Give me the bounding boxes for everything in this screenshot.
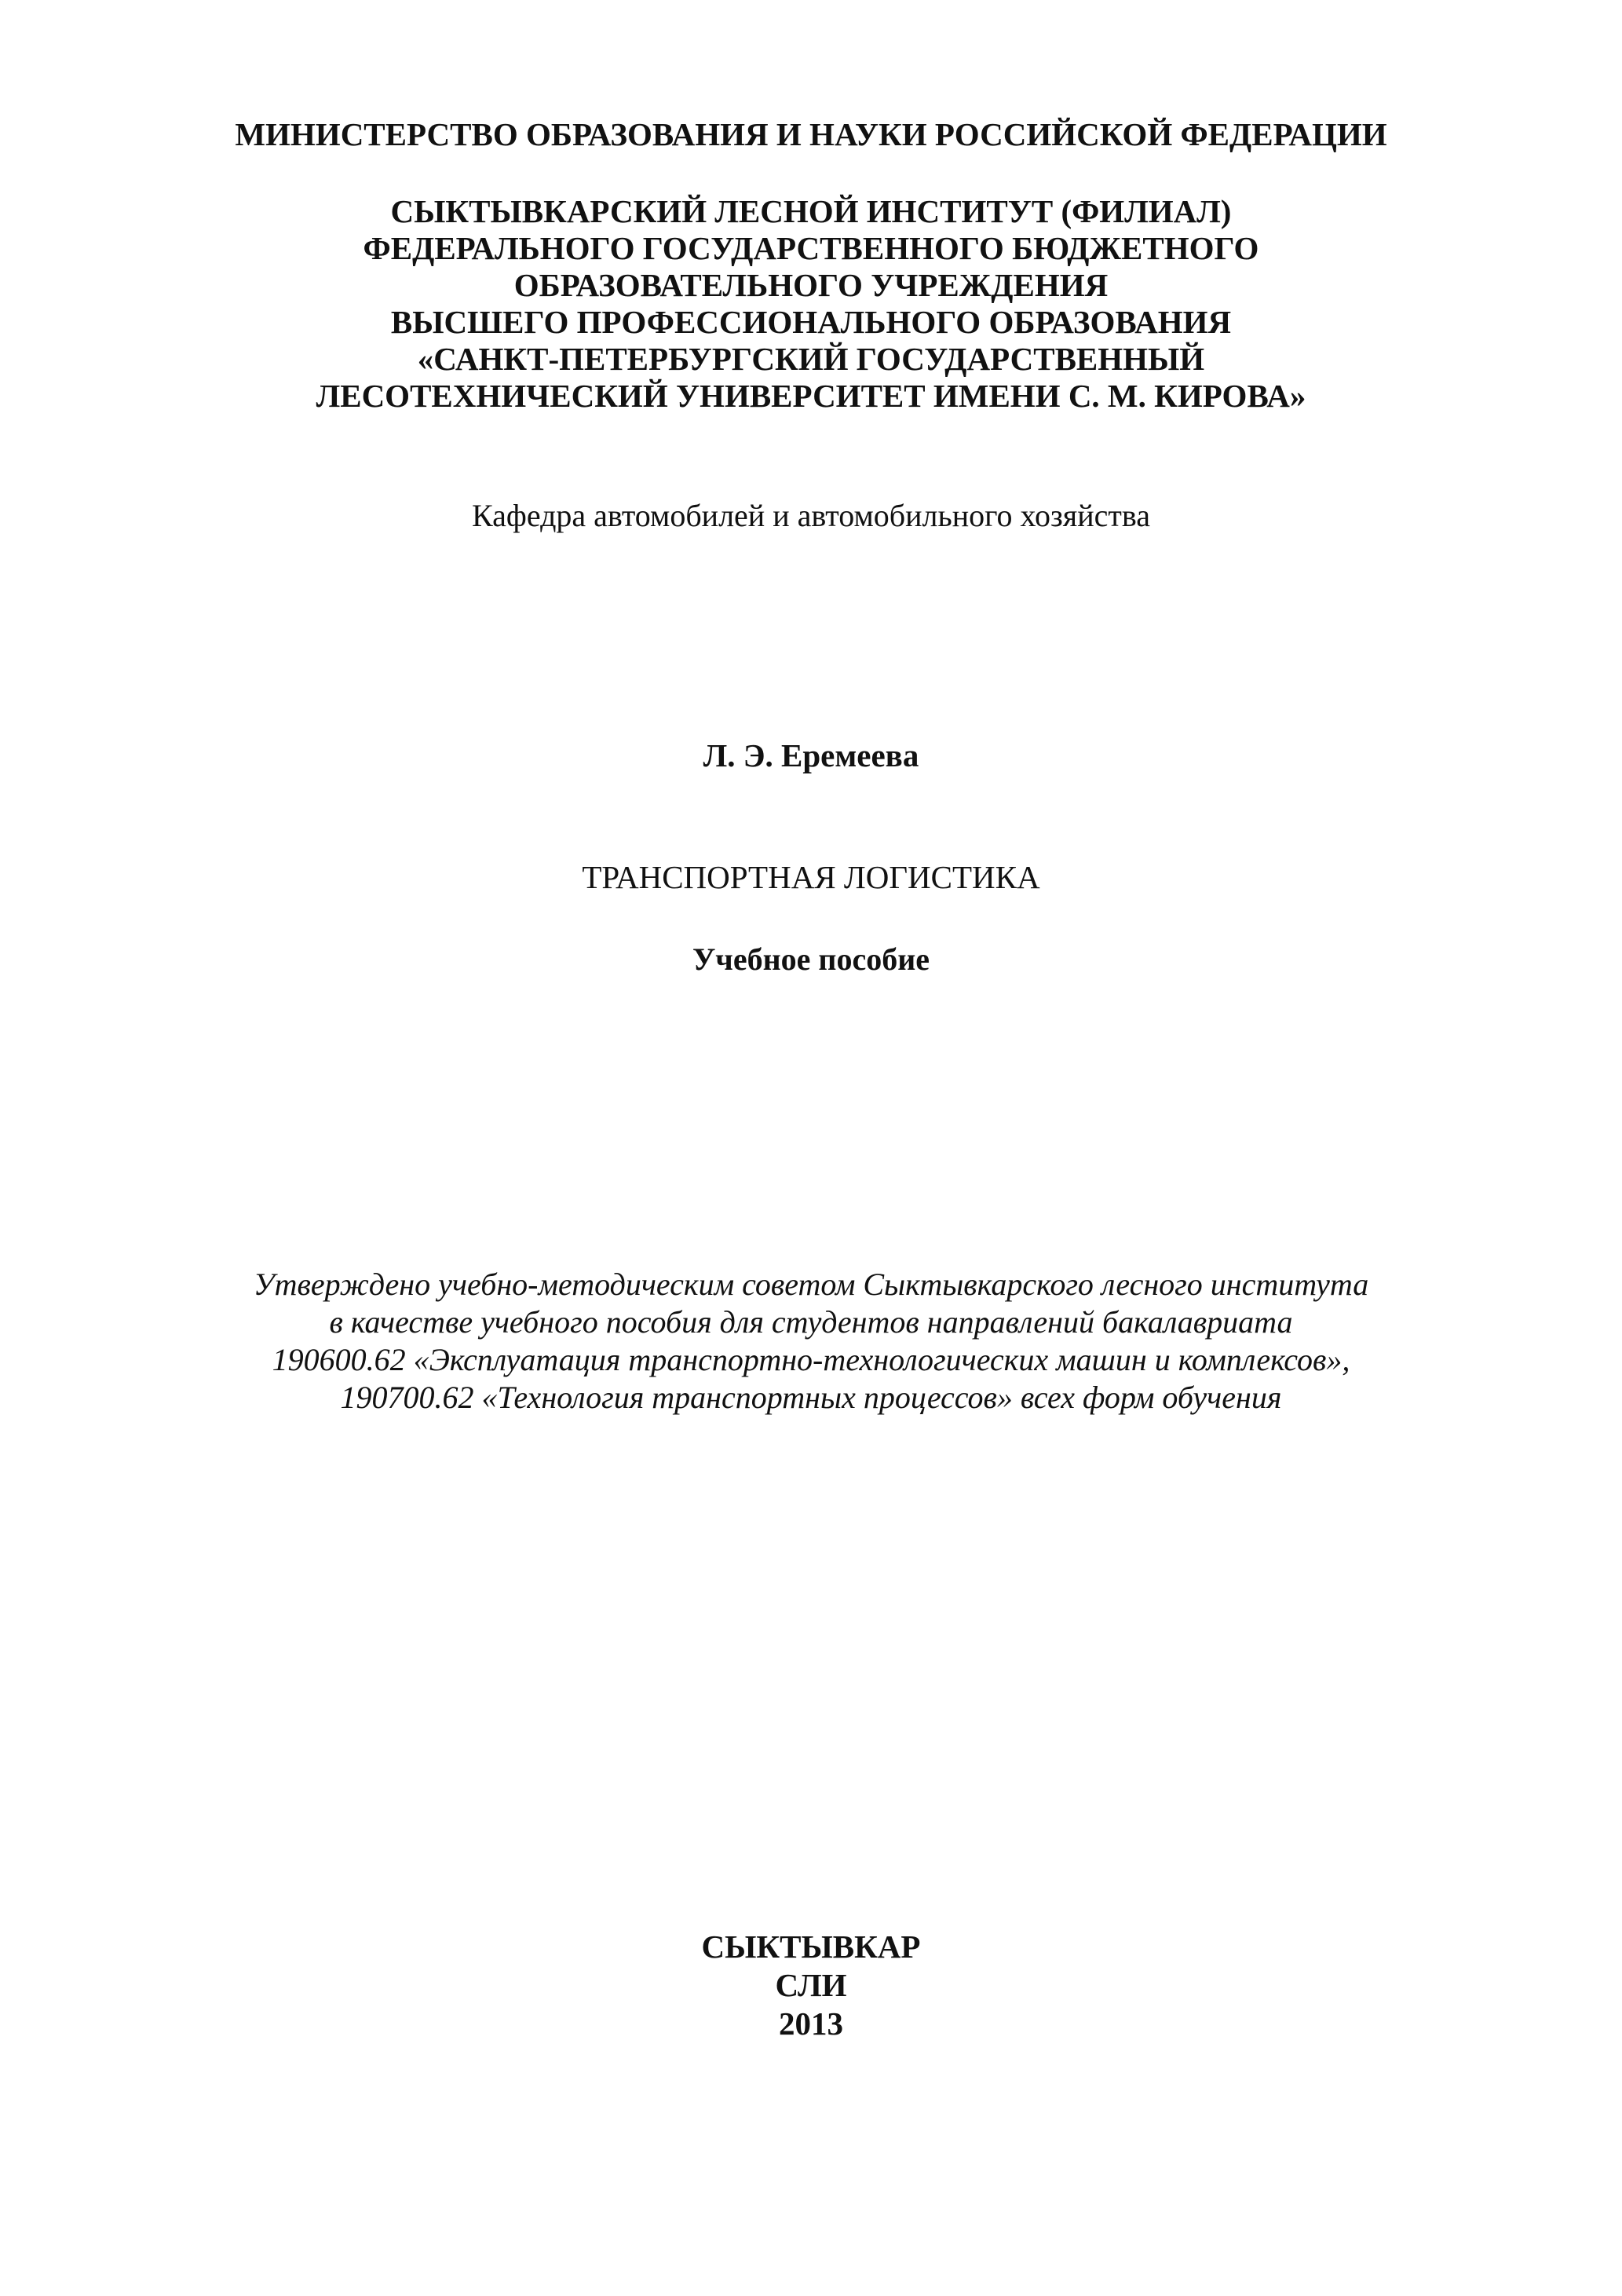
institute-heading xyxy=(0,193,1622,415)
approval-line-3: 190600.62 «Эксплуатация транспортно-технологических машин и комплексов», xyxy=(272,1342,1350,1377)
book-subtitle xyxy=(0,940,1622,979)
institute-line-3: ОБРАЗОВАТЕЛЬНОГО УЧРЕЖДЕНИЯ xyxy=(513,267,1109,303)
author-name xyxy=(0,736,1622,775)
department-name xyxy=(0,496,1622,536)
approval-statement xyxy=(0,1266,1622,1417)
approval-line-4: 190700.62 «Технология транспортных процессов» всех форм обучения xyxy=(340,1380,1282,1415)
institute-line-4: ВЫСШЕГО ПРОФЕССИОНАЛЬНОГО ОБРАЗОВАНИЯ xyxy=(390,304,1232,340)
institute-line-2: ФЕДЕРАЛЬНОГО ГОСУДАРСТВЕННОГО БЮДЖЕТНОГО xyxy=(363,230,1259,266)
imprint xyxy=(0,1928,1622,2043)
author-line: Л. Э. Еремеева xyxy=(703,737,919,773)
approval-line-2: в качестве учебного пособия для студентов направлений бакалавриата xyxy=(329,1304,1293,1340)
institute-line-5: «САНКТ-ПЕТЕРБУРГСКИЙ ГОСУДАРСТВЕННЫЙ xyxy=(417,341,1205,377)
book-title-line: ТРАНСПОРТНАЯ ЛОГИСТИКА xyxy=(582,859,1040,895)
approval-line-1: Утверждено учебно-методическим советом Сыктывкарского лесного института xyxy=(253,1267,1369,1302)
institute-line-6: ЛЕСОТЕХНИЧЕСКИЙ УНИВЕРСИТЕТ ИМЕНИ С. М. КИРОВА» xyxy=(316,378,1306,414)
book-subtitle-line: Учебное пособие xyxy=(692,941,930,977)
book-title xyxy=(0,857,1622,897)
imprint-publisher: СЛИ xyxy=(775,1967,847,2003)
imprint-city: СЫКТЫВКАР xyxy=(701,1929,921,1965)
department-line: Кафедра автомобилей и автомобильного хозяйства xyxy=(472,498,1150,533)
ministry-heading xyxy=(0,115,1622,154)
imprint-year: 2013 xyxy=(779,2005,843,2042)
ministry-line: МИНИСТЕРСТВО ОБРАЗОВАНИЯ И НАУКИ РОССИЙСКОЙ ФЕДЕРАЦИИ xyxy=(235,116,1387,152)
institute-line-1: СЫКТЫВКАРСКИЙ ЛЕСНОЙ ИНСТИТУТ (ФИЛИАЛ) xyxy=(390,193,1232,229)
